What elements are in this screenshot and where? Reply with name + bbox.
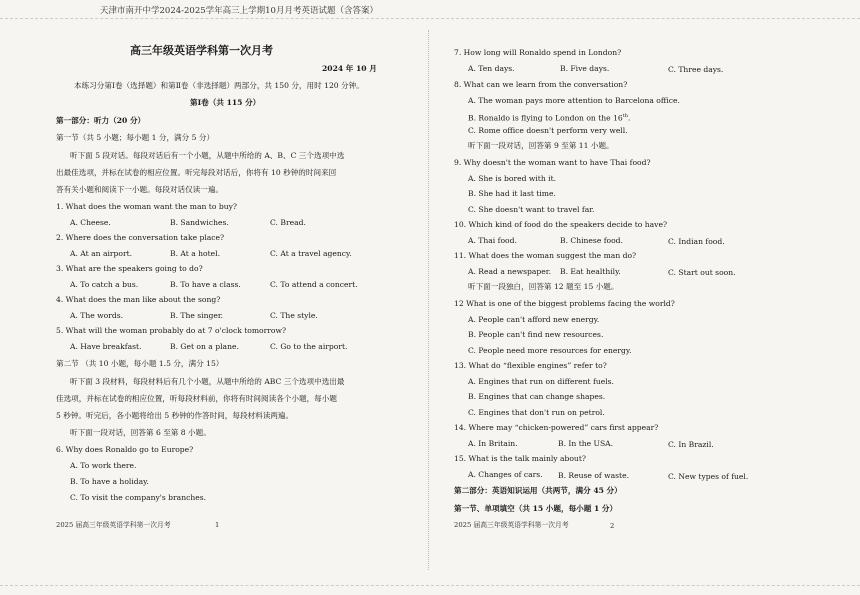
option: A. To catch a bus. (70, 280, 139, 289)
option: C. To visit the company's branches. (70, 493, 207, 502)
option: B. Reuse of waste. (558, 471, 629, 480)
section-heading: 第一节、单项填空（共 15 小题，每小题 1 分） (454, 504, 618, 513)
instruction-line: 佳选项，并标在试卷的相应位置，听每段材料前，你将有时间阅读各个小题，每小题 (56, 394, 337, 403)
page-footer: 2025 届高三年级英语学科第一次月考 (454, 521, 569, 529)
option: B. In the USA. (558, 439, 614, 448)
question-12: 12 What is one of the biggest problems facing the world? (454, 299, 675, 308)
question-14: 14. Where may “chicken-powered” cars first appear? (454, 423, 659, 432)
option-text: B. Ronaldo is flying to London on the 16 (468, 113, 623, 123)
option-period: . (627, 113, 631, 123)
option: A. Engines that run on different fuels. (468, 377, 614, 386)
option: B. Chinese food. (560, 236, 623, 245)
option: B. To have a class. (170, 280, 241, 289)
option: C. She doesn't want to travel far. (468, 205, 595, 214)
option: A. She is bored with it. (468, 174, 557, 183)
scan-divider (0, 18, 860, 19)
scan-divider (0, 585, 860, 586)
page-1 (50, 20, 430, 580)
question-13: 13. What do “flexible engines” refer to? (454, 361, 607, 370)
option: B. People can't find new resources. (468, 330, 604, 339)
instruction-line: 听下面 5 段对话。每段对话后有一个小题，从题中所给的 A、B、C 三个选项中选 (70, 151, 345, 160)
page-number: 1 (215, 521, 220, 529)
question-6: 6. Why does Ronaldo go to Europe? (56, 445, 194, 454)
option: C. Engines that don't run on petrol. (468, 408, 605, 417)
section-heading: 第二节 （共 10 小题，每小题 1.5 分，满分 15） (56, 359, 224, 368)
instruction-line: 5 秒钟。听完后，各小题将给出 5 秒钟的作答时间，每段材料读两遍。 (56, 411, 294, 420)
question-2: 2. Where does the conversation take place? (56, 233, 225, 242)
option: B. At a hotel. (170, 249, 221, 258)
option: C. In Brazil. (668, 440, 714, 449)
question-7: 7. How long will Ronaldo spend in London? (454, 48, 622, 57)
option: A. The words. (70, 311, 124, 320)
option: A. Ten days. (468, 64, 515, 73)
option: A. Thai food. (468, 236, 517, 245)
page-number: 2 (610, 522, 615, 530)
option: C. Bread. (270, 218, 306, 227)
question-8: 8. What can we learn from the conversation? (454, 80, 628, 89)
option: B. She had it last time. (468, 189, 556, 198)
document-header: 天津市南开中学2024-2025学年高三上学期10月月考英语试题（含答案） (100, 6, 378, 16)
option: C. People need more resources for energy. (468, 346, 632, 355)
option: C. New types of fuel. (668, 472, 749, 481)
option: C. Rome office doesn't perform very well. (468, 126, 628, 135)
option: A. Changes of cars. (468, 470, 543, 479)
instruction-line: 答有关小题和阅读下一小题。每段对话仅读一遍。 (56, 185, 224, 194)
option: C. Three days. (668, 65, 724, 74)
ordinal-suffix: th (622, 113, 628, 119)
option: A. People can't afford new energy. (468, 315, 600, 324)
option: B. Sandwiches. (170, 218, 229, 227)
question-4: 4. What does the man like about the song? (56, 295, 221, 304)
volume-title: 第Ⅰ卷（共 115 分） (190, 98, 261, 107)
question-11: 11. What does the woman suggest the man do? (454, 251, 637, 260)
page-footer: 2025 届高三年级英语学科第一次月考 (56, 521, 171, 529)
instruction-line: 听下面一段独白，回答第 12 题至 15 小题。 (468, 282, 619, 291)
option: A. Cheese. (70, 218, 111, 227)
instruction-line: 出最佳选项，并标在试卷的相应位置。听完每段对话后，你将有 10 秒钟的时间来回 (56, 168, 337, 177)
option: A. Read a newspaper. (468, 267, 552, 276)
option: B. Get on a plane. (170, 342, 239, 351)
option: C. Start out soon. (668, 268, 736, 277)
option: B. Eat healthily. (560, 267, 621, 276)
part-heading: 第二部分：英语知识运用（共两节，满分 45 分） (454, 486, 622, 495)
exam-title: 高三年级英语学科第一次月考 (130, 44, 273, 57)
option: C. Go to the airport. (270, 342, 348, 351)
instruction-line: 听下面一段对话，回答第 6 至第 8 小题。 (70, 428, 211, 437)
option: C. To attend a concert. (270, 280, 358, 289)
question-3: 3. What are the speakers going to do? (56, 264, 203, 273)
question-1: 1. What does the woman want the man to buy? (56, 202, 237, 211)
option: B. Five days. (560, 64, 610, 73)
option: A. At an airport. (70, 249, 133, 258)
section-heading: 第一节（共 5 小题；每小题 1 分，满分 5 分） (56, 133, 215, 142)
option: C. At a travel agency. (270, 249, 352, 258)
option: A. Have breakfast. (70, 342, 142, 351)
question-15: 15. What is the talk mainly about? (454, 454, 586, 463)
instruction-line: 听下面一段对话，回答第 9 至第 11 小题。 (468, 141, 614, 150)
question-5: 5. What will the woman probably do at 7 o'clock tomorrow? (56, 326, 287, 335)
option: B. The singer. (170, 311, 224, 320)
instruction-line: 听下面 3 段材料，每段材料后有几个小题，从题中所给的 ABC 三个选项中选出最 (70, 377, 345, 386)
option (468, 111, 630, 124)
option: B. To have a holiday. (70, 477, 149, 486)
exam-date: 2024 年 10 月 (322, 64, 377, 73)
question-10: 10. Which kind of food do the speakers decide to have? (454, 220, 668, 229)
question-9: 9. Why doesn't the woman want to have Thai food? (454, 158, 651, 167)
option: C. Indian food. (668, 237, 725, 246)
option: A. In Britain. (468, 439, 518, 448)
exam-intro: 本练习分第Ⅰ卷（选择题）和第Ⅱ卷（非选择题）两部分，共 150 分，用时 120 分钟。 (74, 81, 364, 90)
option: B. Engines that can change shapes. (468, 392, 606, 401)
option: A. The woman pays more attention to Barcelona office. (468, 96, 680, 105)
option: C. The style. (270, 311, 318, 320)
page-2 (450, 20, 830, 580)
part-heading: 第一部分：听力（20 分） (56, 116, 146, 125)
option: A. To work there. (70, 461, 137, 470)
